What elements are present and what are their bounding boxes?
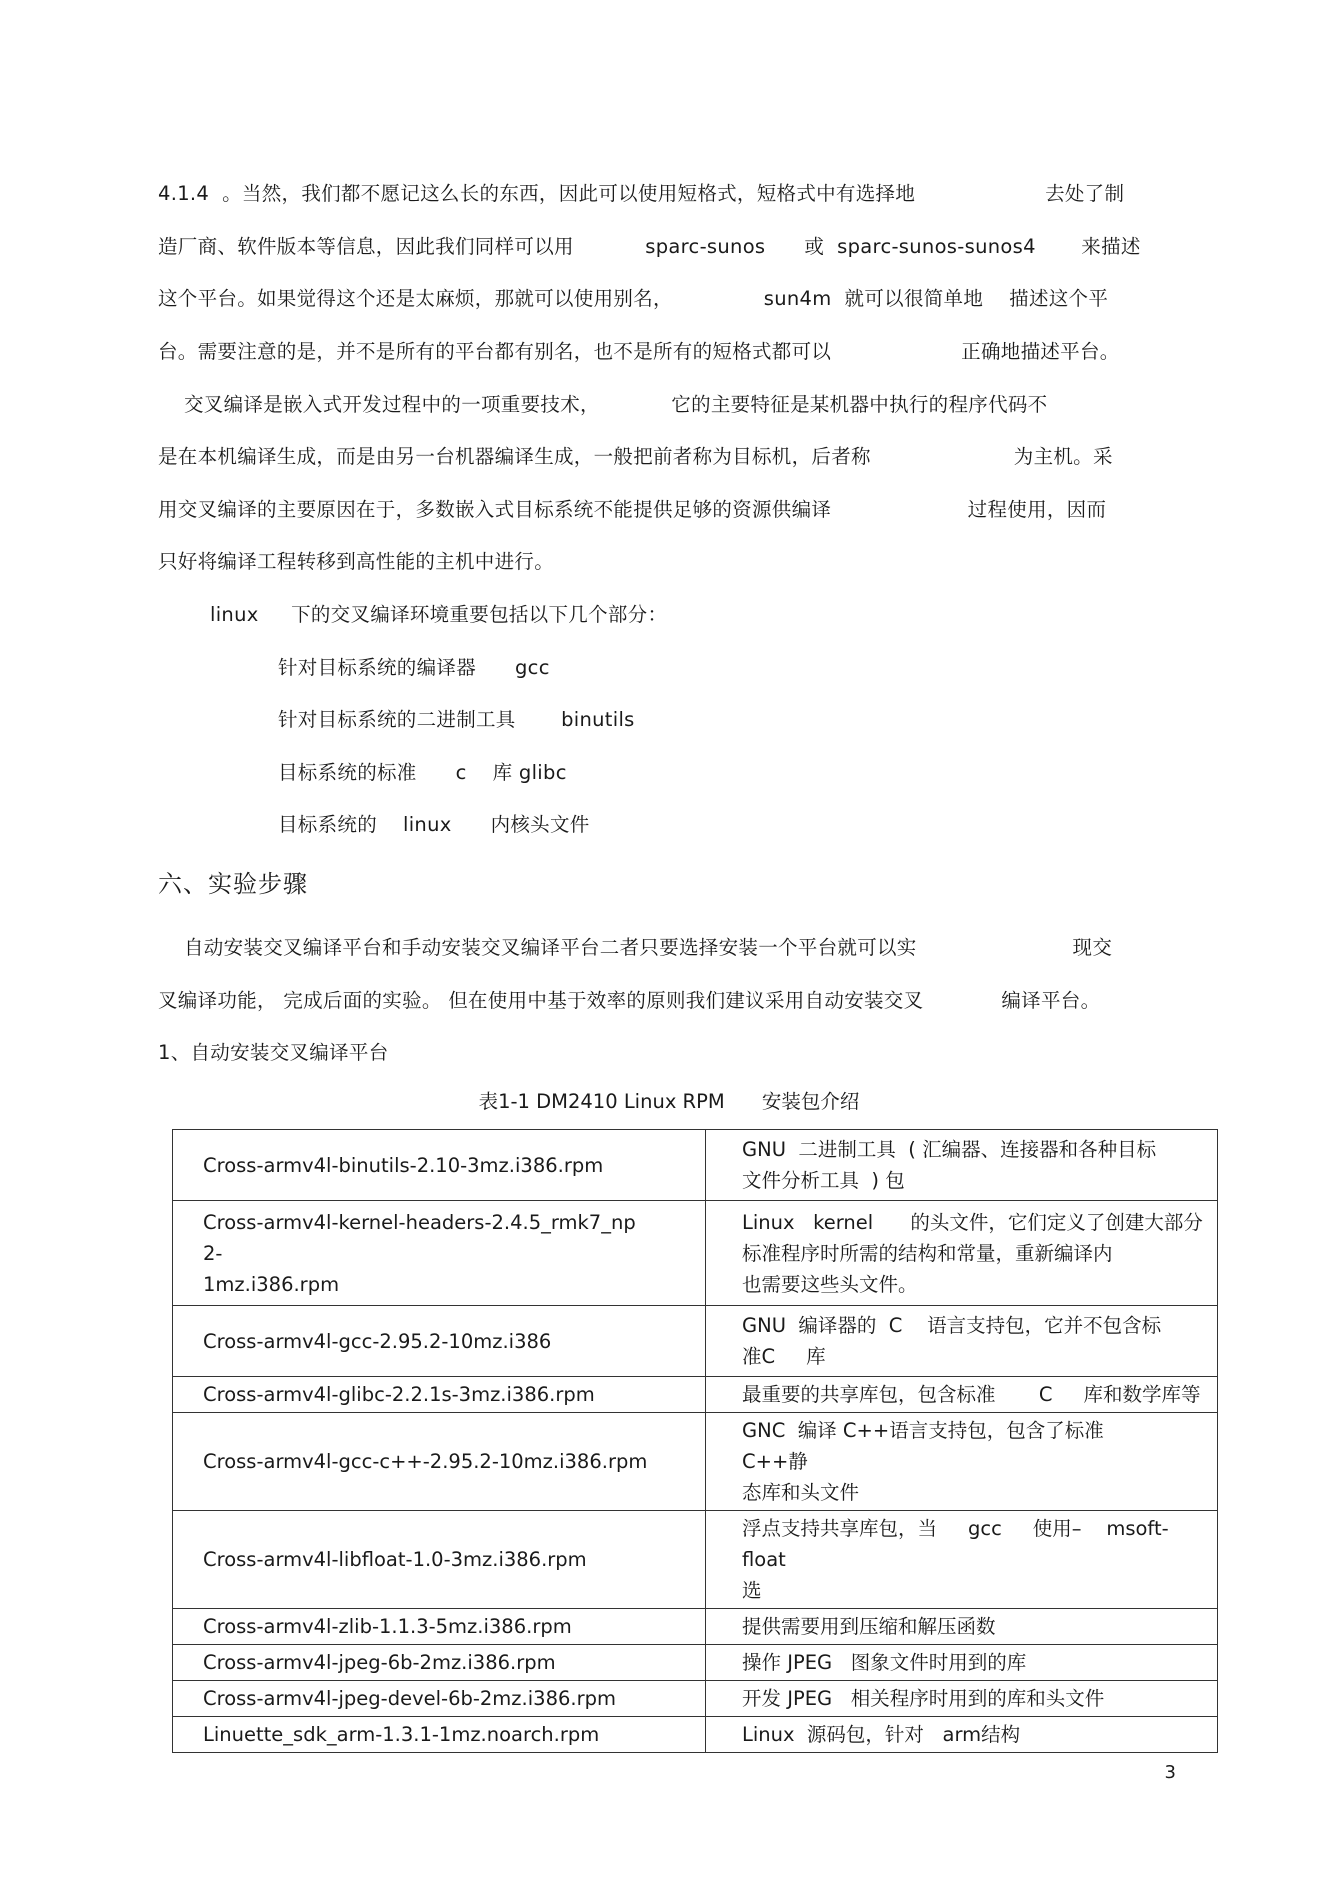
package-description-cell: 操作 JPEG 图象文件时用到的库 bbox=[706, 1645, 1218, 1681]
table-row bbox=[173, 1201, 1218, 1306]
paragraph-line: 造厂商、软件版本等信息，因此我们同样可以用 sparc-sunos 或 sparc-sunos-sunos4 来描述 bbox=[158, 235, 1141, 258]
package-description-cell: 浮点支持共享库包，当 gcc 使用– msoft-float 选 bbox=[706, 1511, 1218, 1609]
package-description-cell: GNC 编译 C++语言支持包，包含了标准 C++静 态库和头文件 bbox=[706, 1413, 1218, 1511]
package-name-cell: Cross-armv4l-zlib-1.1.3-5mz.i386.rpm bbox=[173, 1609, 706, 1645]
package-description-cell: 开发 JPEG 相关程序时用到的库和头文件 bbox=[706, 1681, 1218, 1717]
package-description-cell: 最重要的共享库包，包含标准 C 库和数学库等 bbox=[706, 1377, 1218, 1413]
package-name-cell: Cross-armv4l-gcc-2.95.2-10mz.i386 bbox=[173, 1306, 706, 1377]
table-row bbox=[173, 1645, 1218, 1681]
paragraph-line: 4.1.4 。当然，我们都不愿记这么长的东西，因此可以使用短格式，短格式中有选择地 去处了制 bbox=[158, 182, 1125, 205]
component-item: 目标系统的标准 c 库 glibc bbox=[278, 761, 567, 784]
package-name-cell: Cross-armv4l-kernel-headers-2.4.5_rmk7_np 2- 1mz.i386.rpm bbox=[173, 1201, 706, 1306]
table-row bbox=[173, 1609, 1218, 1645]
table-row bbox=[173, 1130, 1218, 1201]
table-row bbox=[173, 1717, 1218, 1753]
page-number: 3 bbox=[1164, 1762, 1176, 1783]
component-item: 针对目标系统的二进制工具 binutils bbox=[278, 708, 635, 731]
package-name-cell: Cross-armv4l-jpeg-6b-2mz.i386.rpm bbox=[173, 1645, 706, 1681]
package-name-cell: Cross-armv4l-libfloat-1.0-3mz.i386.rpm bbox=[173, 1511, 706, 1609]
component-item: 针对目标系统的编译器 gcc bbox=[278, 656, 550, 679]
table-row bbox=[173, 1377, 1218, 1413]
component-item: 目标系统的 linux 内核头文件 bbox=[278, 813, 590, 836]
paragraph-line: 是在本机编译生成，而是由另一台机器编译生成，一般把前者称为目标机，后者称 为主机。采 bbox=[158, 445, 1113, 468]
package-description-cell: GNU 编译器的 C 语言支持包，它并不包含标 准C 库 bbox=[706, 1306, 1218, 1377]
table-row bbox=[173, 1306, 1218, 1377]
table-row bbox=[173, 1413, 1218, 1511]
package-description-cell: Linux kernel 的头文件，它们定义了创建大部分 标准程序时所需的结构和常量，重新编译内 也需要这些头文件。 bbox=[706, 1201, 1218, 1306]
paragraph-line: 叉编译功能， 完成后面的实验。 但在使用中基于效率的原则我们建议采用自动安装交叉 编译平台。 bbox=[158, 989, 1101, 1012]
rpm-package-table bbox=[172, 1129, 1218, 1753]
package-description-cell: 提供需要用到压缩和解压函数 bbox=[706, 1609, 1218, 1645]
package-name-cell: Cross-armv4l-glibc-2.2.1s-3mz.i386.rpm bbox=[173, 1377, 706, 1413]
package-description-cell: GNU 二进制工具 ( 汇编器、连接器和各种目标 文件分析工具 ) 包 bbox=[706, 1130, 1218, 1201]
package-name-cell: Linuette_sdk_arm-1.3.1-1mz.noarch.rpm bbox=[173, 1717, 706, 1753]
package-name-cell: Cross-armv4l-gcc-c++-2.95.2-10mz.i386.rpm bbox=[173, 1413, 706, 1511]
paragraph-line: 这个平台。如果觉得这个还是太麻烦，那就可以使用别名， sun4m 就可以很简单地 描述这个平 bbox=[158, 287, 1109, 310]
section-heading: 六、实验步骤 bbox=[158, 870, 308, 898]
table-caption: 表1-1 DM2410 Linux RPM 安装包介绍 bbox=[478, 1090, 860, 1113]
package-name-cell: Cross-armv4l-jpeg-devel-6b-2mz.i386.rpm bbox=[173, 1681, 706, 1717]
paragraph-line: 交叉编译是嵌入式开发过程中的一项重要技术， 它的主要特征是某机器中执行的程序代码不 bbox=[158, 393, 1048, 416]
paragraph-line: 用交叉编译的主要原因在于，多数嵌入式目标系统不能提供足够的资源供编译 过程使用，因而 bbox=[158, 498, 1107, 521]
paragraph-line: 只好将编译工程转移到高性能的主机中进行。 bbox=[158, 550, 555, 573]
paragraph-line: 自动安装交叉编译平台和手动安装交叉编译平台二者只要选择安装一个平台就可以实 现交 bbox=[158, 936, 1113, 959]
package-description-cell: Linux 源码包，针对 arm结构 bbox=[706, 1717, 1218, 1753]
subsection-title: 1、自动安装交叉编译平台 bbox=[158, 1041, 389, 1064]
paragraph-line: 台。需要注意的是，并不是所有的平台都有别名，也不是所有的短格式都可以 正确地描述平台。 bbox=[158, 340, 1120, 363]
linux-intro: linux 下的交叉编译环境重要包括以下几个部分： bbox=[210, 603, 668, 626]
table-row bbox=[173, 1511, 1218, 1609]
table-row bbox=[173, 1681, 1218, 1717]
package-name-cell: Cross-armv4l-binutils-2.10-3mz.i386.rpm bbox=[173, 1130, 706, 1201]
